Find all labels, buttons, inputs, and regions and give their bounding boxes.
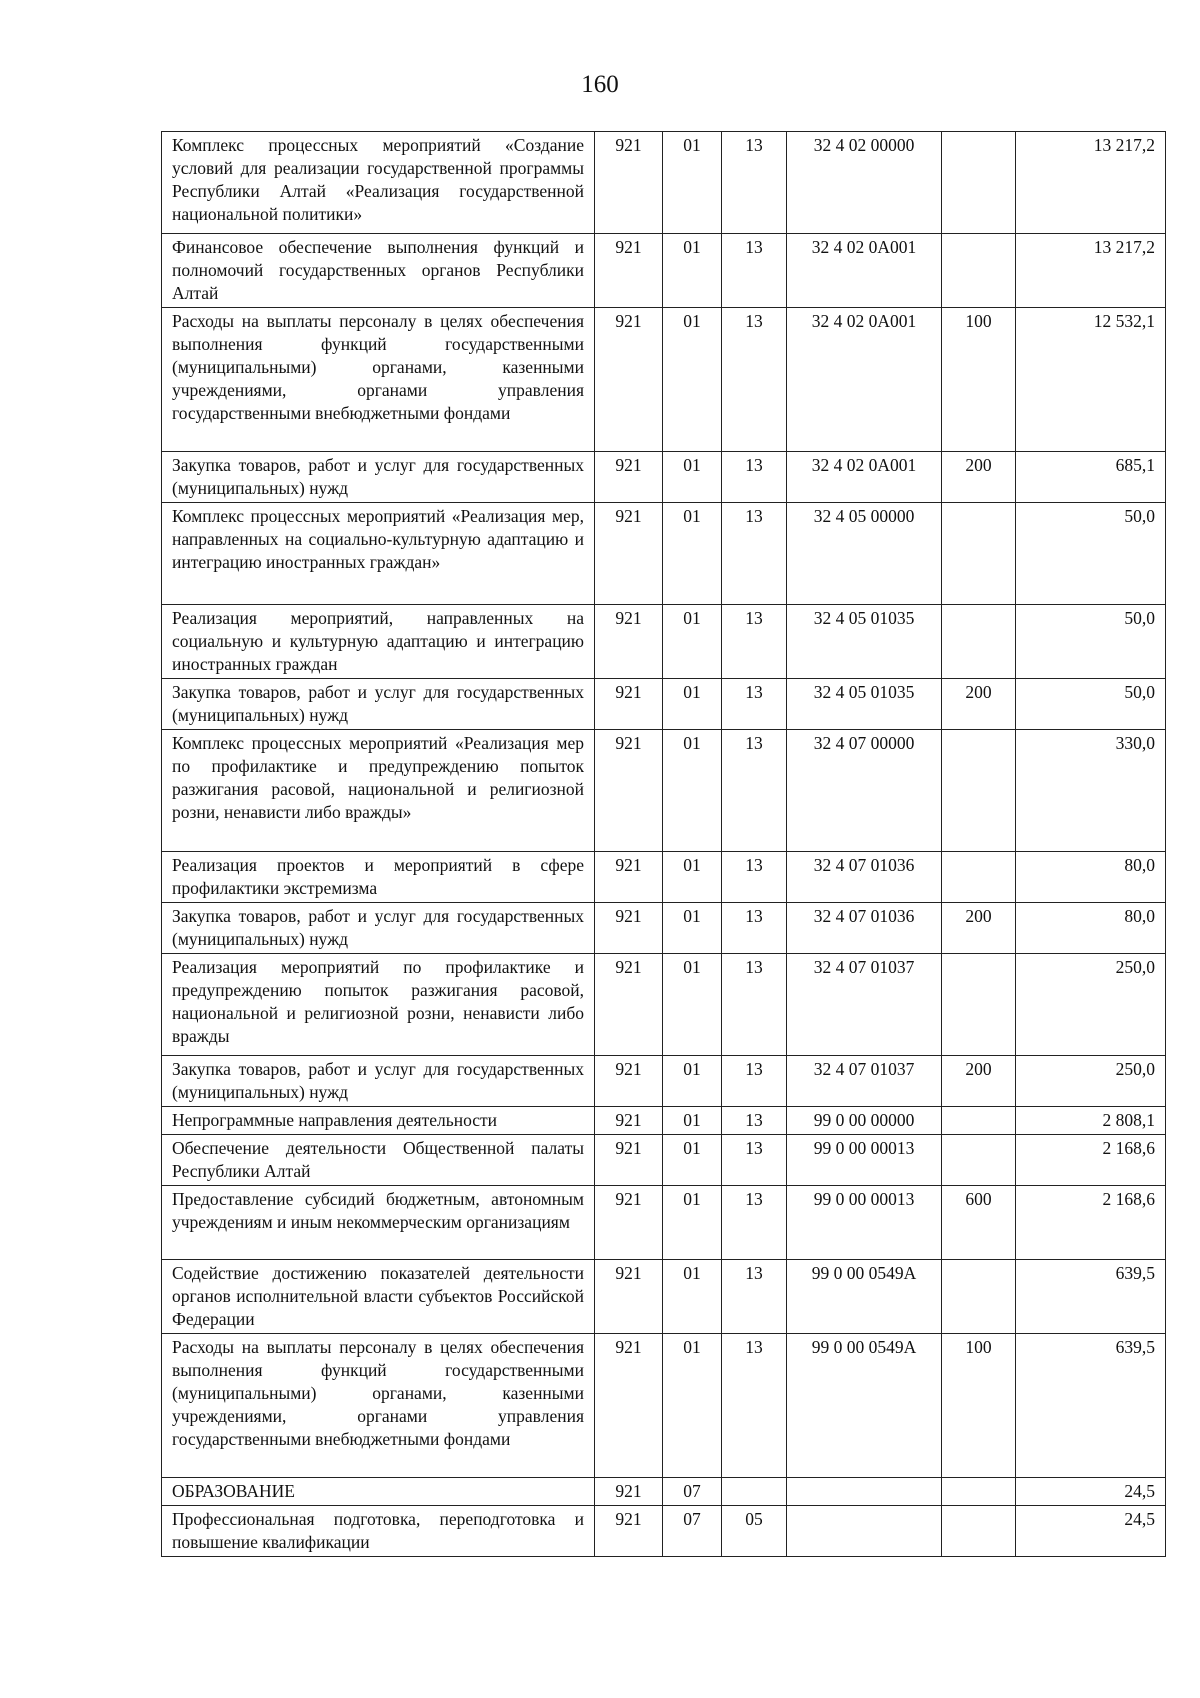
table-row [162, 308, 1166, 452]
cell-csr: 32 4 07 00000 [787, 730, 942, 852]
cell-pr: 13 [722, 1056, 787, 1107]
cell-pr: 13 [722, 503, 787, 605]
cell-csr: 32 4 02 00000 [787, 132, 942, 234]
cell-vr [942, 132, 1016, 234]
cell-name: Непрограммные направления деятельности [162, 1107, 595, 1135]
table-row [162, 1056, 1166, 1107]
cell-rz: 01 [663, 1260, 722, 1334]
cell-ved: 921 [595, 1334, 663, 1478]
cell-ved: 921 [595, 1260, 663, 1334]
cell-csr: 99 0 00 00013 [787, 1186, 942, 1260]
cell-amount: 13 217,2 [1016, 234, 1166, 308]
cell-rz: 01 [663, 1135, 722, 1186]
cell-amount: 13 217,2 [1016, 132, 1166, 234]
budget-table [161, 131, 1166, 1557]
cell-ved: 921 [595, 1478, 663, 1506]
cell-rz: 01 [663, 730, 722, 852]
cell-name: Комплекс процессных мероприятий «Создание условий для реализации государственной программы Республики Алтай «Реализация государственной национальной политики» [162, 132, 595, 234]
cell-pr: 13 [722, 1135, 787, 1186]
cell-name: Обеспечение деятельности Общественной палаты Республики Алтай [162, 1135, 595, 1186]
cell-vr [942, 503, 1016, 605]
cell-csr: 32 4 02 0А001 [787, 308, 942, 452]
cell-amount: 24,5 [1016, 1478, 1166, 1506]
cell-pr: 13 [722, 132, 787, 234]
cell-csr: 99 0 00 00013 [787, 1135, 942, 1186]
cell-vr [942, 1135, 1016, 1186]
cell-name: Предоставление субсидий бюджетным, автономным учреждениям и иным некоммерческим организациям [162, 1186, 595, 1260]
table-row [162, 1186, 1166, 1260]
cell-amount: 2 168,6 [1016, 1186, 1166, 1260]
cell-amount: 50,0 [1016, 679, 1166, 730]
cell-pr: 13 [722, 1107, 787, 1135]
cell-name: Закупка товаров, работ и услуг для государственных (муниципальных) нужд [162, 903, 595, 954]
cell-pr: 13 [722, 1334, 787, 1478]
cell-rz: 01 [663, 679, 722, 730]
cell-amount: 2 808,1 [1016, 1107, 1166, 1135]
cell-rz: 01 [663, 1186, 722, 1260]
cell-vr: 200 [942, 1056, 1016, 1107]
cell-ved: 921 [595, 679, 663, 730]
cell-name: Расходы на выплаты персоналу в целях обеспечения выполнения функций государственными (муниципальными) органами, казенными учреждениями, органами управления государственными внебюджетными фондами [162, 308, 595, 452]
cell-csr: 32 4 07 01037 [787, 1056, 942, 1107]
table-row [162, 1478, 1166, 1506]
cell-name: Реализация мероприятий по профилактике и предупреждению попыток разжигания расовой, национальной и религиозной розни, ненависти либо вражды [162, 954, 595, 1056]
cell-vr [942, 852, 1016, 903]
table-row [162, 452, 1166, 503]
cell-name: Профессиональная подготовка, переподготовка и повышение квалификации [162, 1506, 595, 1557]
cell-rz: 07 [663, 1506, 722, 1557]
table-row [162, 903, 1166, 954]
cell-amount: 12 532,1 [1016, 308, 1166, 452]
cell-ved: 921 [595, 605, 663, 679]
cell-vr [942, 954, 1016, 1056]
cell-ved: 921 [595, 1056, 663, 1107]
cell-vr: 200 [942, 452, 1016, 503]
cell-ved: 921 [595, 1186, 663, 1260]
cell-rz: 01 [663, 605, 722, 679]
table-row [162, 132, 1166, 234]
cell-vr [942, 1107, 1016, 1135]
cell-csr: 99 0 00 0549А [787, 1260, 942, 1334]
cell-vr: 100 [942, 308, 1016, 452]
cell-amount: 2 168,6 [1016, 1135, 1166, 1186]
cell-rz: 01 [663, 852, 722, 903]
table-row [162, 234, 1166, 308]
cell-ved: 921 [595, 852, 663, 903]
cell-rz: 07 [663, 1478, 722, 1506]
cell-pr [722, 1478, 787, 1506]
cell-csr: 32 4 02 0А001 [787, 234, 942, 308]
cell-csr: 32 4 07 01036 [787, 852, 942, 903]
cell-rz: 01 [663, 954, 722, 1056]
cell-amount: 330,0 [1016, 730, 1166, 852]
cell-ved: 921 [595, 1135, 663, 1186]
cell-pr: 13 [722, 679, 787, 730]
cell-vr [942, 730, 1016, 852]
cell-vr: 200 [942, 679, 1016, 730]
table-row [162, 605, 1166, 679]
table-row [162, 954, 1166, 1056]
cell-vr: 600 [942, 1186, 1016, 1260]
cell-ved: 921 [595, 903, 663, 954]
cell-name: Закупка товаров, работ и услуг для государственных (муниципальных) нужд [162, 452, 595, 503]
cell-amount: 80,0 [1016, 903, 1166, 954]
cell-csr: 99 0 00 0549А [787, 1334, 942, 1478]
cell-amount: 639,5 [1016, 1334, 1166, 1478]
cell-pr: 13 [722, 605, 787, 679]
cell-pr: 13 [722, 308, 787, 452]
cell-name: Закупка товаров, работ и услуг для государственных (муниципальных) нужд [162, 1056, 595, 1107]
cell-rz: 01 [663, 1107, 722, 1135]
cell-name: Реализация проектов и мероприятий в сфере профилактики экстремизма [162, 852, 595, 903]
cell-pr: 05 [722, 1506, 787, 1557]
page-number: 160 [581, 71, 619, 98]
cell-pr: 13 [722, 730, 787, 852]
cell-ved: 921 [595, 730, 663, 852]
cell-amount: 685,1 [1016, 452, 1166, 503]
cell-pr: 13 [722, 452, 787, 503]
cell-csr: 32 4 05 00000 [787, 503, 942, 605]
cell-name: Содействие достижению показателей деятельности органов исполнительной власти субъектов Российской Федерации [162, 1260, 595, 1334]
table-row [162, 1260, 1166, 1334]
cell-amount: 250,0 [1016, 1056, 1166, 1107]
cell-ved: 921 [595, 954, 663, 1056]
cell-name: Расходы на выплаты персоналу в целях обеспечения выполнения функций государственными (муниципальными) органами, казенными учреждениями, органами управления государственными внебюджетными фондами [162, 1334, 595, 1478]
table-row [162, 1107, 1166, 1135]
cell-rz: 01 [663, 452, 722, 503]
cell-rz: 01 [663, 308, 722, 452]
cell-ved: 921 [595, 1107, 663, 1135]
cell-name: Финансовое обеспечение выполнения функций и полномочий государственных органов Республики Алтай [162, 234, 595, 308]
cell-pr: 13 [722, 1186, 787, 1260]
cell-vr [942, 1478, 1016, 1506]
cell-rz: 01 [663, 503, 722, 605]
table-row [162, 1135, 1166, 1186]
cell-name: Комплекс процессных мероприятий «Реализация мер по профилактике и предупреждению попыток разжигания расовой, национальной и религиозной розни, ненависти либо вражды» [162, 730, 595, 852]
cell-csr [787, 1506, 942, 1557]
table-row [162, 503, 1166, 605]
cell-vr [942, 1506, 1016, 1557]
cell-amount: 80,0 [1016, 852, 1166, 903]
cell-ved: 921 [595, 234, 663, 308]
cell-amount: 250,0 [1016, 954, 1166, 1056]
cell-csr: 32 4 05 01035 [787, 679, 942, 730]
cell-pr: 13 [722, 852, 787, 903]
cell-amount: 50,0 [1016, 605, 1166, 679]
cell-pr: 13 [722, 903, 787, 954]
cell-pr: 13 [722, 234, 787, 308]
cell-pr: 13 [722, 1260, 787, 1334]
cell-csr: 32 4 07 01036 [787, 903, 942, 954]
table-row [162, 852, 1166, 903]
cell-rz: 01 [663, 1334, 722, 1478]
cell-ved: 921 [595, 452, 663, 503]
cell-vr [942, 1260, 1016, 1334]
cell-rz: 01 [663, 1056, 722, 1107]
cell-amount: 639,5 [1016, 1260, 1166, 1334]
cell-name: Комплекс процессных мероприятий «Реализация мер, направленных на социально-культурную адаптацию и интеграцию иностранных граждан» [162, 503, 595, 605]
cell-rz: 01 [663, 132, 722, 234]
cell-vr [942, 234, 1016, 308]
cell-vr: 100 [942, 1334, 1016, 1478]
table-row [162, 1334, 1166, 1478]
cell-rz: 01 [663, 903, 722, 954]
table-row [162, 679, 1166, 730]
cell-csr: 32 4 05 01035 [787, 605, 942, 679]
cell-csr: 32 4 02 0А001 [787, 452, 942, 503]
cell-name: Реализация мероприятий, направленных на социальную и культурную адаптацию и интеграцию иностранных граждан [162, 605, 595, 679]
cell-vr [942, 605, 1016, 679]
table-row [162, 730, 1166, 852]
cell-csr [787, 1478, 942, 1506]
cell-ved: 921 [595, 132, 663, 234]
table-row [162, 1506, 1166, 1557]
cell-amount: 24,5 [1016, 1506, 1166, 1557]
cell-ved: 921 [595, 503, 663, 605]
cell-ved: 921 [595, 308, 663, 452]
cell-csr: 32 4 07 01037 [787, 954, 942, 1056]
cell-pr: 13 [722, 954, 787, 1056]
cell-name: Закупка товаров, работ и услуг для государственных (муниципальных) нужд [162, 679, 595, 730]
cell-csr: 99 0 00 00000 [787, 1107, 942, 1135]
cell-name: ОБРАЗОВАНИЕ [162, 1478, 595, 1506]
cell-ved: 921 [595, 1506, 663, 1557]
cell-rz: 01 [663, 234, 722, 308]
cell-amount: 50,0 [1016, 503, 1166, 605]
cell-vr: 200 [942, 903, 1016, 954]
